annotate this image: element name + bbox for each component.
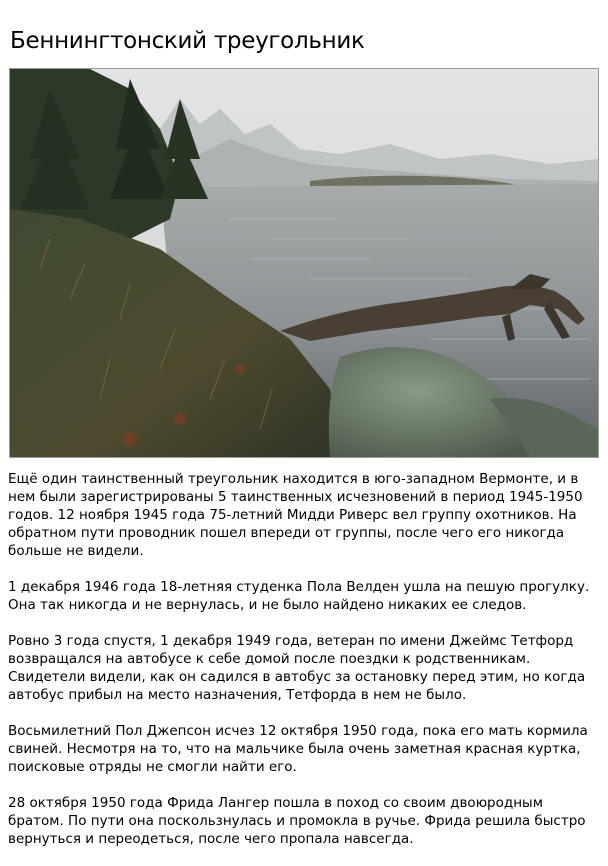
paragraph: 1 декабря 1946 года 18-летняя студенка Пола Велден ушла на пешую прогулку. Она так никогда и не вернулась, и не было найдено никаких ее следов. (8, 579, 590, 613)
article-body (8, 470, 600, 866)
paragraph: 28 октября 1950 года Фрида Лангер пошла в поход со своим двоюродным братом. По пути она поскользнулась и промокла в ручье. Фрида решила быстро вернуться и переодеться, после чего пропала навсегда. (8, 795, 586, 847)
article-photo (9, 68, 599, 458)
paragraph: Восьмилетний Пол Джепсон исчез 12 октября 1950 года, пока его мать кормила свиней. Несмотря на то, что на мальчике была очень заметная красная куртка, поисковые отряды не смогли найти его. (8, 723, 588, 775)
paragraph: Ещё один таинственный треугольник находится в юго-западном Вермонте, и в нем были зарегистрированы 5 таинственных исчезновений в период 1945-1950 годов. 12 ноября 1945 года 75-летний Мидди Риверс вел группу охотников. На обратном пути проводник пошел впереди от группы, после чего его никогда больше не видели. (8, 471, 583, 559)
paragraph: Ровно 3 года спустя, 1 декабря 1949 года, ветеран по имени Джеймс Тетфорд возвращался на автобусе к себе домой после поездки к родственникам. Свидетели видели, как он садился в автобус за остановку перед этим, но когда автобус прибыл на место назначения, Тетфорда в нем не было. (8, 633, 586, 703)
article-title: Беннингтонский треугольник (10, 28, 365, 54)
misty-lake-icon (10, 69, 598, 457)
